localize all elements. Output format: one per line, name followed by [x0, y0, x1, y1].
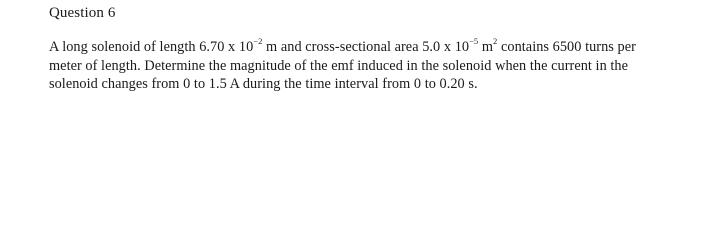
question-line-1: [49, 38, 709, 57]
exponent: 2: [493, 36, 498, 47]
question-text-segment: m: [478, 39, 494, 55]
question-text-segment: A long solenoid of length 6.70 x 10: [49, 39, 254, 55]
question-text-segment: m and cross-sectional area 5.0 x 10: [262, 39, 470, 55]
question-block: [49, 4, 709, 94]
exponent: −2: [253, 36, 263, 47]
question-text: [49, 38, 709, 94]
question-line-3: solenoid changes from 0 to 1.5 A during the time interval from 0 to 0.20 s.: [49, 76, 478, 92]
question-line-2: meter of length. Determine the magnitude of the emf induced in the solenoid when the current in the: [49, 57, 629, 74]
question-text-segment: contains 6500 turns per: [497, 39, 636, 55]
question-heading: Question 6: [49, 5, 116, 21]
exponent: −5: [469, 36, 479, 47]
